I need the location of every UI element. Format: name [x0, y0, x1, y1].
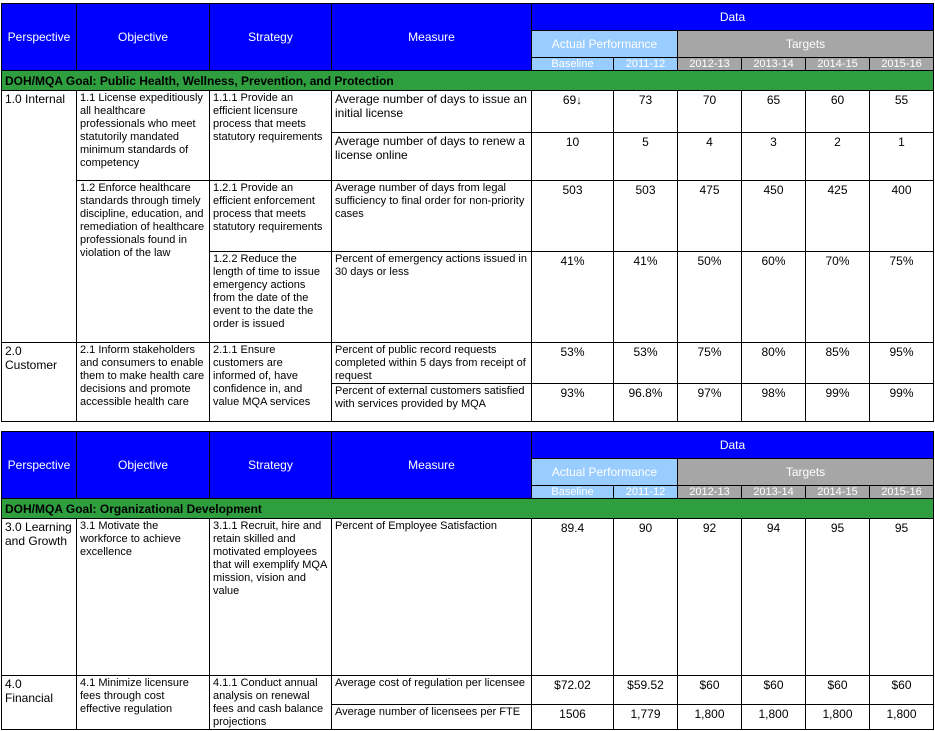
value-cell: 97% — [678, 384, 742, 422]
value-cell: 98% — [742, 384, 806, 422]
table-row — [2, 181, 934, 252]
perspective-cell: 4.0 Financial — [2, 676, 77, 730]
header-actual-performance: Actual Performance — [532, 459, 678, 486]
strategy-cell: 1.2.2 Reduce the length of time to issue emergency actions from the date of the event to the date the order is issued — [210, 252, 332, 343]
strategy-cell: 2.1.1 Ensure customers are informed of, have confidence in, and value MQA services — [210, 343, 332, 422]
measure-cell: Average number of days to issue an initial license — [332, 91, 532, 133]
value-cell: 73 — [614, 91, 678, 133]
value-cell: 10 — [532, 133, 614, 181]
header-year: 2012-13 — [678, 58, 742, 71]
header-measure: Measure — [332, 4, 532, 71]
header-actual-performance: Actual Performance — [532, 31, 678, 58]
header-targets: Targets — [678, 459, 934, 486]
value-cell: $60 — [678, 676, 742, 705]
value-cell: 60% — [742, 252, 806, 343]
value-cell: 93% — [532, 384, 614, 422]
value-cell: 70% — [806, 252, 870, 343]
value-cell: 70 — [678, 91, 742, 133]
value-cell: 1,800 — [806, 705, 870, 730]
value-cell: 4 — [678, 133, 742, 181]
value-cell: 60 — [806, 91, 870, 133]
scorecard-table-public-health — [1, 3, 934, 422]
perspective-cell: 1.0 Internal — [2, 91, 77, 343]
header-year: 2014-15 — [806, 58, 870, 71]
measure-cell: Percent of public record requests completed within 5 days from receipt of request — [332, 343, 532, 384]
scorecard-table-organizational-development — [1, 431, 934, 730]
value-cell: $60 — [870, 676, 934, 705]
value-cell: 1,779 — [614, 705, 678, 730]
value-cell: 53% — [532, 343, 614, 384]
value-cell: 85% — [806, 343, 870, 384]
value-cell: 90 — [614, 519, 678, 676]
header-year: 2012-13 — [678, 486, 742, 499]
value-cell: $60 — [806, 676, 870, 705]
table-row — [2, 676, 934, 705]
measure-cell: Average number of licensees per FTE — [332, 705, 532, 730]
header-year: 2011-12 — [614, 58, 678, 71]
value-cell: 400 — [870, 181, 934, 252]
measure-cell: Average cost of regulation per licensee — [332, 676, 532, 705]
value-cell: 41% — [532, 252, 614, 343]
value-cell: 75% — [678, 343, 742, 384]
measure-cell: Percent of external customers satisfied with services provided by MQA — [332, 384, 532, 422]
value-cell: 55 — [870, 91, 934, 133]
value-cell: 75% — [870, 252, 934, 343]
header-year: 2015-16 — [870, 58, 934, 71]
value-cell: 89.4 — [532, 519, 614, 676]
header-year: 2014-15 — [806, 486, 870, 499]
value-cell: 65 — [742, 91, 806, 133]
measure-cell: Percent of emergency actions issued in 30 days or less — [332, 252, 532, 343]
header-year: Baseline — [532, 486, 614, 499]
header-strategy: Strategy — [210, 4, 332, 71]
header-perspective: Perspective — [2, 432, 77, 499]
strategy-cell: 1.2.1 Provide an efficient enforcement process that meets statutory requirements — [210, 181, 332, 252]
header-year: 2011-12 — [614, 486, 678, 499]
value-cell: 1506 — [532, 705, 614, 730]
value-cell: 95% — [870, 343, 934, 384]
value-cell: 1,800 — [742, 705, 806, 730]
header-targets: Targets — [678, 31, 934, 58]
value-cell: 425 — [806, 181, 870, 252]
value-cell: 1,800 — [678, 705, 742, 730]
table-row — [2, 519, 934, 676]
value-cell: 95 — [870, 519, 934, 676]
measure-cell: Average number of days from legal sufficiency to final order for non-priority cases — [332, 181, 532, 252]
strategy-cell: 3.1.1 Recruit, hire and retain skilled and motivated employees that will exemplify MQA mission, vision and value — [210, 519, 332, 676]
value-cell: 95 — [806, 519, 870, 676]
strategy-cell: 1.1.1 Provide an efficient licensure process that meets statutory requirements — [210, 91, 332, 181]
value-cell: 99% — [870, 384, 934, 422]
header-objective: Objective — [77, 4, 210, 71]
value-cell: 5 — [614, 133, 678, 181]
value-cell: 94 — [742, 519, 806, 676]
header-year: Baseline — [532, 58, 614, 71]
header-year: 2013-14 — [742, 486, 806, 499]
objective-cell: 4.1 Minimize licensure fees through cost effective regulation — [77, 676, 210, 730]
header-data: Data — [532, 4, 934, 31]
value-cell: 3 — [742, 133, 806, 181]
objective-cell: 2.1 Inform stakeholders and consumers to enable them to make health care decisions and promote accessible health care — [77, 343, 210, 422]
header-objective: Objective — [77, 432, 210, 499]
value-cell: 53% — [614, 343, 678, 384]
table-row — [2, 91, 934, 133]
value-cell: 475 — [678, 181, 742, 252]
header-year: 2015-16 — [870, 486, 934, 499]
measure-cell: Average number of days to renew a license online — [332, 133, 532, 181]
objective-cell: 1.1 License expeditiously all healthcare professionals who meet statutorily mandated minimum standards of competency — [77, 91, 210, 181]
value-cell: $59.52 — [614, 676, 678, 705]
objective-cell: 1.2 Enforce healthcare standards through timely discipline, education, and remediation of healthcare professionals found in violation of the law — [77, 181, 210, 343]
value-cell: 50% — [678, 252, 742, 343]
strategy-cell: 4.1.1 Conduct annual analysis on renewal fees and cash balance projections — [210, 676, 332, 730]
value-cell: 80% — [742, 343, 806, 384]
goal-row: DOH/MQA Goal: Organizational Development — [2, 499, 934, 519]
header-perspective: Perspective — [2, 4, 77, 71]
objective-cell: 3.1 Motivate the workforce to achieve excellence — [77, 519, 210, 676]
perspective-cell: 3.0 Learning and Growth — [2, 519, 77, 676]
value-cell: 2 — [806, 133, 870, 181]
value-cell: 69↓ — [532, 91, 614, 133]
measure-cell: Percent of Employee Satisfaction — [332, 519, 532, 676]
value-cell: 503 — [614, 181, 678, 252]
value-cell: 503 — [532, 181, 614, 252]
perspective-cell: 2.0 Customer — [2, 343, 77, 422]
table-row — [2, 343, 934, 384]
value-cell: $72.02 — [532, 676, 614, 705]
value-cell: 1,800 — [870, 705, 934, 730]
value-cell: 450 — [742, 181, 806, 252]
header-year: 2013-14 — [742, 58, 806, 71]
header-measure: Measure — [332, 432, 532, 499]
value-cell: $60 — [742, 676, 806, 705]
value-cell: 99% — [806, 384, 870, 422]
header-strategy: Strategy — [210, 432, 332, 499]
value-cell: 41% — [614, 252, 678, 343]
value-cell: 96.8% — [614, 384, 678, 422]
value-cell: 1 — [870, 133, 934, 181]
header-data: Data — [532, 432, 934, 459]
goal-row: DOH/MQA Goal: Public Health, Wellness, Prevention, and Protection — [2, 71, 934, 91]
value-cell: 92 — [678, 519, 742, 676]
